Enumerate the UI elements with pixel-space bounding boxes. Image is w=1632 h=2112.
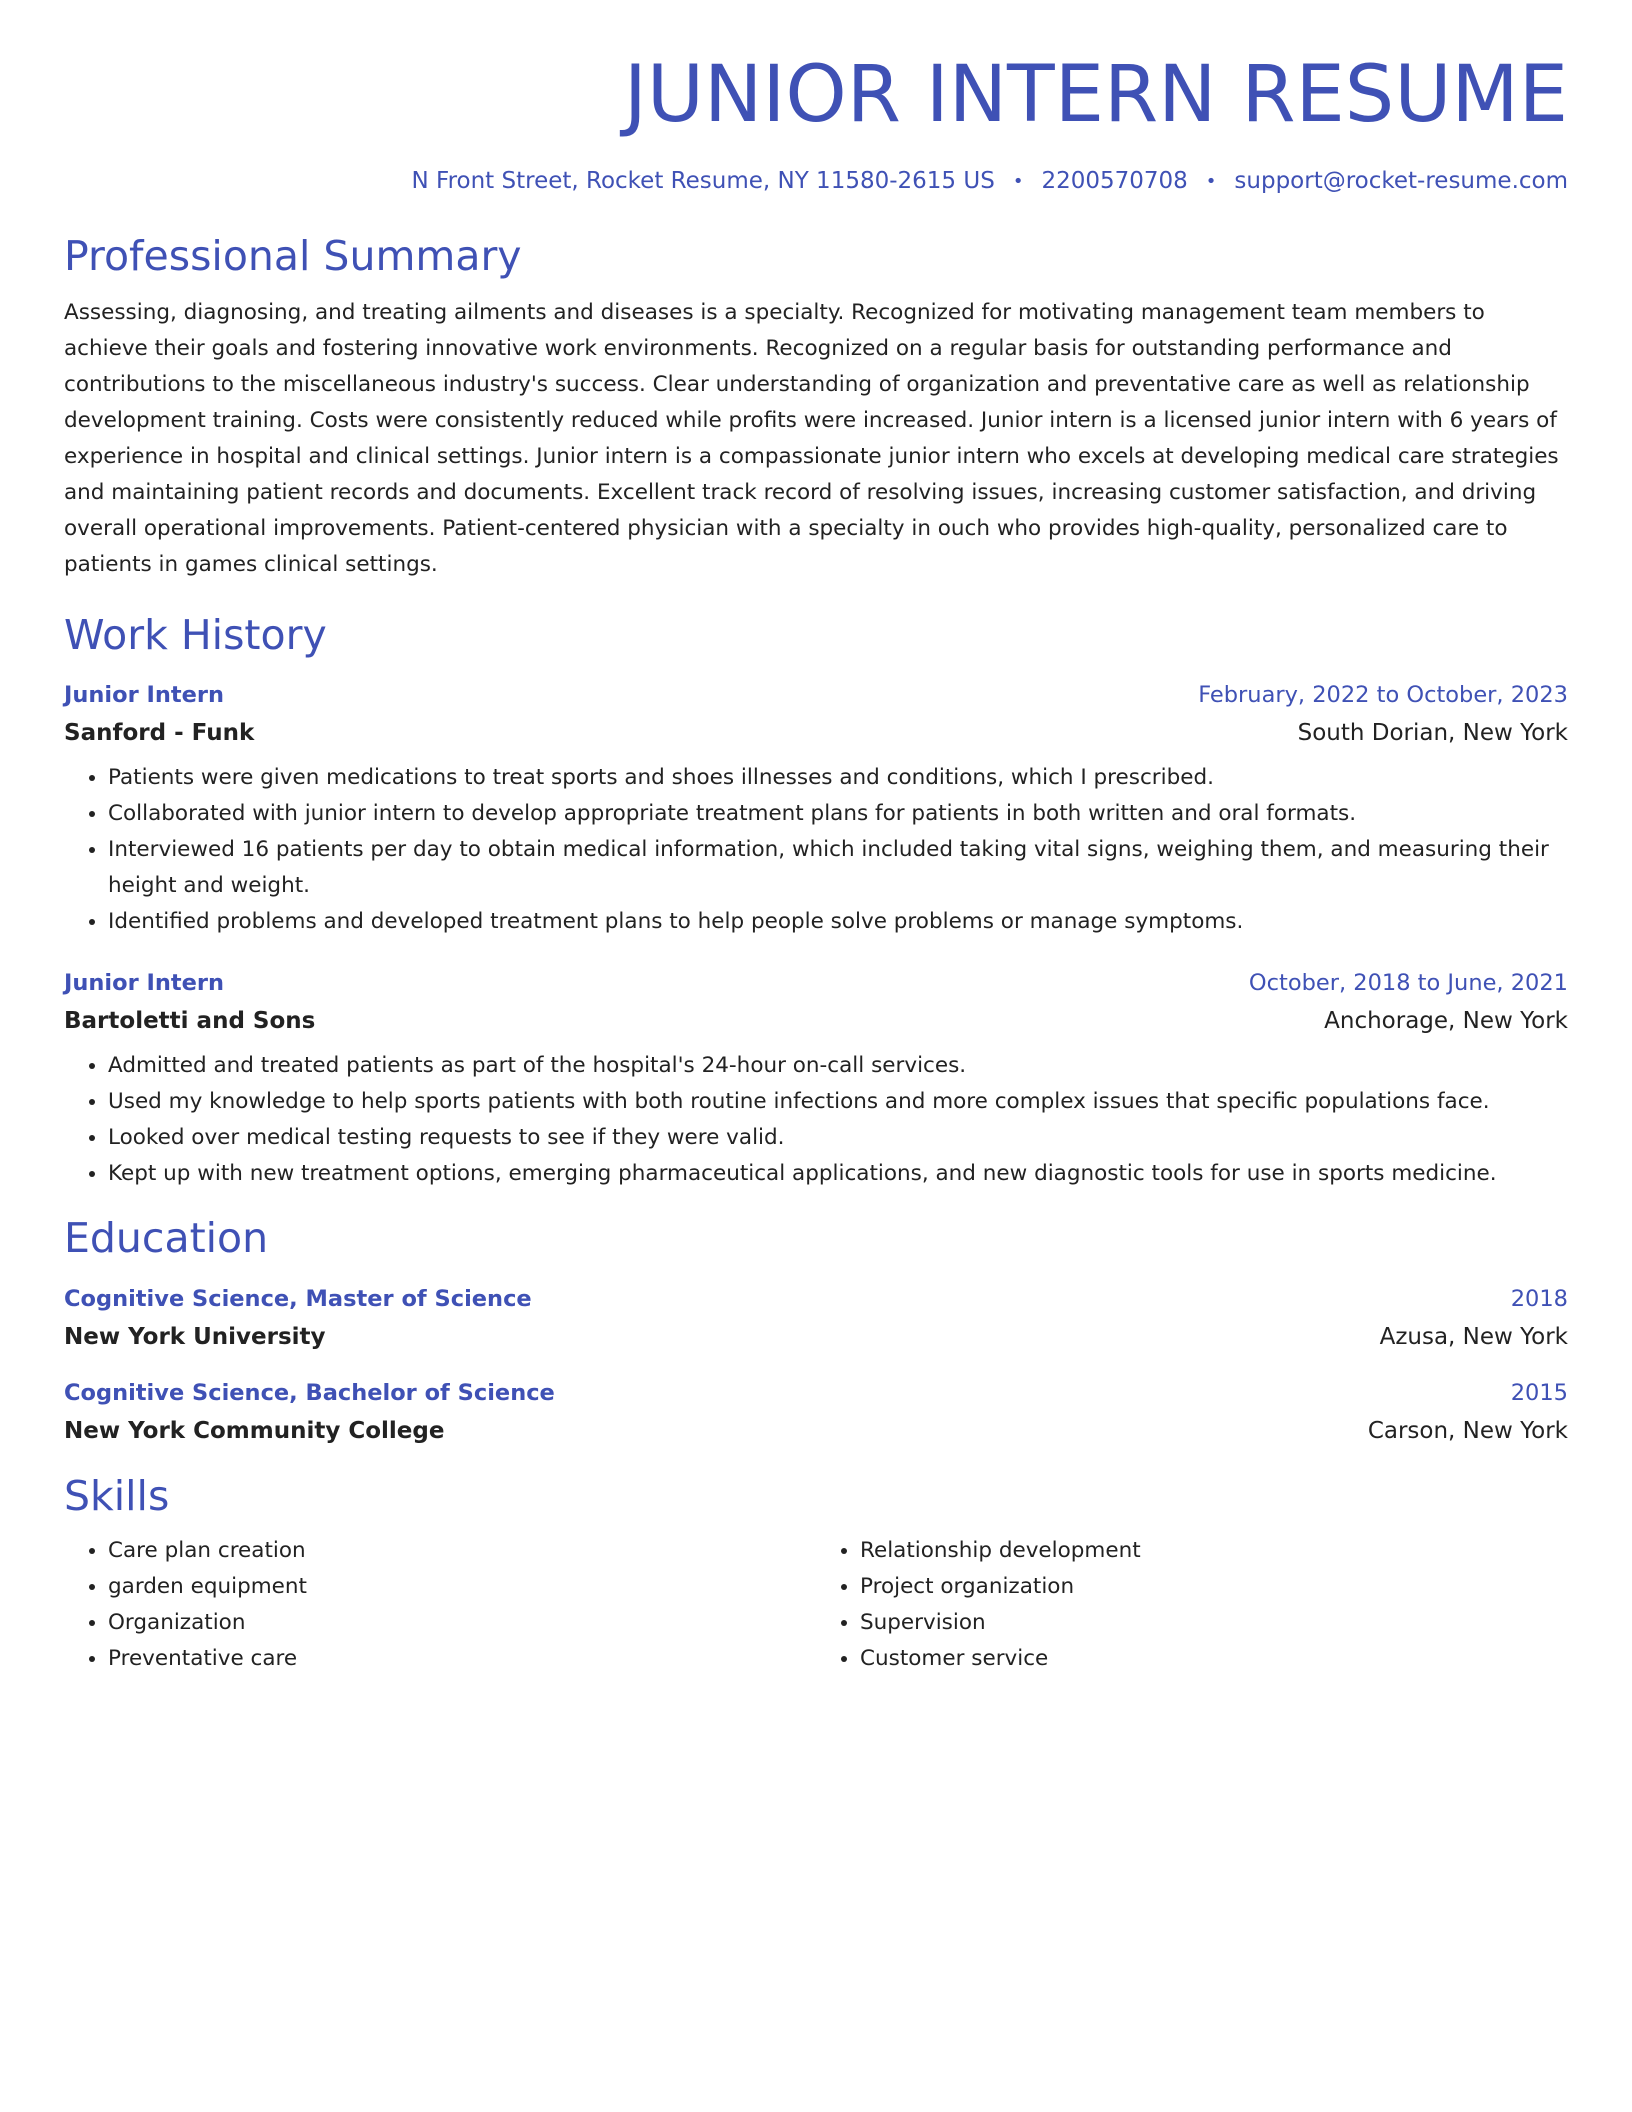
education-year: 2015 <box>1510 1379 1568 1406</box>
education-location: Carson, New York <box>1367 1417 1568 1444</box>
skill-item: • Preventative care <box>108 1641 816 1677</box>
skills-list <box>64 1533 1568 1677</box>
job-bullet: • Admitted and treated patients as part of the hospital's 24-hour on-call services. <box>108 1048 1568 1084</box>
job-header-row <box>64 970 1568 996</box>
skills-column-left <box>64 1533 816 1677</box>
contact-email: support@rocket-resume.com <box>1234 168 1568 194</box>
job-bullet: • Kept up with new treatment options, emerging pharmaceutical applications, and new diagnostic tools for use in sports medicine. <box>108 1156 1568 1192</box>
job-bullet: • Collaborated with junior intern to develop appropriate treatment plans for patients in both written and oral formats. <box>108 796 1568 832</box>
education-school-row <box>64 1418 1568 1444</box>
contact-separator: • <box>1205 170 1217 192</box>
job-location: South Dorian, New York <box>1297 720 1568 747</box>
skill-item: • garden equipment <box>108 1569 816 1605</box>
section-title-skills: Skills <box>64 1471 170 1520</box>
education-header-row <box>64 1286 1568 1312</box>
education-location: Azusa, New York <box>1379 1323 1568 1350</box>
education-degree: Cognitive Science, Master of Science <box>64 1285 532 1312</box>
contact-address: N Front Street, Rocket Resume, NY 11580-2615 US <box>411 168 995 194</box>
education-header-row <box>64 1380 1568 1406</box>
section-title-education: Education <box>64 1214 269 1263</box>
job-company-row <box>64 1008 1568 1034</box>
job-bullets <box>64 1048 1568 1192</box>
job-location: Anchorage, New York <box>1324 1008 1568 1035</box>
job-bullet: • Patients were given medications to treat sports and shoes illnesses and conditions, which I prescribed. <box>108 760 1568 796</box>
contact-phone: 2200570708 <box>1041 168 1188 194</box>
education-entry <box>64 1380 1568 1444</box>
job-company: Bartoletti and Sons <box>64 1008 316 1035</box>
section-title-work-history: Work History <box>64 611 327 660</box>
education-degree: Cognitive Science, Bachelor of Science <box>64 1379 555 1406</box>
job-bullet: • Used my knowledge to help sports patients with both routine infections and more complex issues that specific populations face. <box>108 1084 1568 1120</box>
job-dates: February, 2022 to October, 2023 <box>1198 682 1568 709</box>
education-school: New York University <box>64 1323 326 1350</box>
skill-item: • Organization <box>108 1605 816 1641</box>
summary-text: Assessing, diagnosing, and treating ailments and diseases is a specialty. Recognized for motivating management team members to achieve their goals and fostering innovative work environments. Recognized on a regular basis for outstanding performance and contributions to the miscellaneous industry's success. Clear understanding of organization and preventative care as well as relationship development training. Costs were consistently reduced while profits were increased. Junior intern is a licensed junior intern with 6 years of experience in hospital and clinical settings. Junior intern is a compassionate junior intern who excels at developing medical care strategies and maintaining patient records and documents. Excellent track record of resolving issues, increasing customer satisfaction, and driving overall operational improvements. Patient-centered physician with a specialty in ouch who provides high-quality, personalized care to patients in games clinical settings. <box>64 300 1559 578</box>
resume-name: JUNIOR INTERN RESUME <box>623 50 1568 140</box>
job-title: Junior Intern <box>64 682 225 709</box>
education-school-row <box>64 1324 1568 1350</box>
skill-item: • Relationship development <box>860 1533 1568 1569</box>
section-title-summary: Professional Summary <box>64 232 522 280</box>
education-entry <box>64 1286 1568 1350</box>
job-bullet: • Interviewed 16 patients per day to obtain medical information, which included taking vital signs, weighing them, and measuring their height and weight. <box>108 832 1568 904</box>
skill-item: • Supervision <box>860 1605 1568 1641</box>
skill-item: • Care plan creation <box>108 1533 816 1569</box>
contact-separator: • <box>1012 170 1024 192</box>
skill-item: • Customer service <box>860 1641 1568 1677</box>
contact-line <box>64 168 1568 194</box>
education-year: 2018 <box>1510 1285 1568 1312</box>
job-bullet: • Identified problems and developed treatment plans to help people solve problems or manage symptoms. <box>108 904 1568 940</box>
job-dates: October, 2018 to June, 2021 <box>1248 970 1568 997</box>
job-title: Junior Intern <box>64 970 225 997</box>
job-company: Sanford - Funk <box>64 720 255 747</box>
skill-item: • Project organization <box>860 1569 1568 1605</box>
job-bullet: • Looked over medical testing requests to see if they were valid. <box>108 1120 1568 1156</box>
education-school: New York Community College <box>64 1417 445 1444</box>
skills-column-right <box>816 1533 1568 1677</box>
job-entry <box>64 970 1568 1192</box>
job-entry <box>64 682 1568 940</box>
job-header-row <box>64 682 1568 708</box>
job-company-row <box>64 720 1568 746</box>
job-bullets <box>64 760 1568 940</box>
